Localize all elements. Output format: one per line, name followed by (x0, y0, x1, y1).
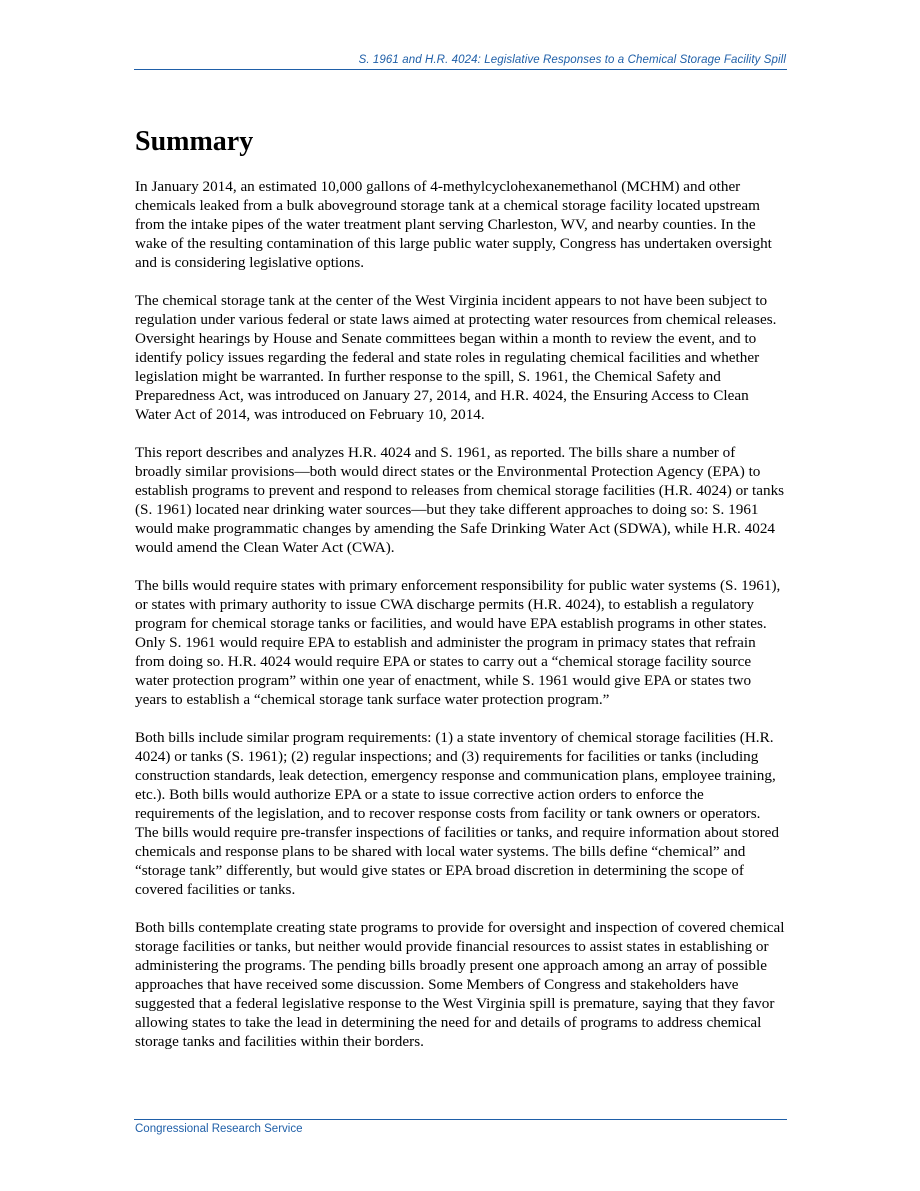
summary-heading: Summary (135, 126, 254, 157)
summary-paragraph: The chemical storage tank at the center of the West Virginia incident appears to not have been subject to regulation under various federal or state laws aimed at protecting water resources from chemical releases. Oversight hearings by House and Senate committees began within a month to review the event, and to identify policy issues regarding the federal and state roles in regulating chemical facilities and whether legislation might be warranted. In further response to the spill, S. 1961, the Chemical Safety and Preparedness Act, was introduced on January 27, 2014, and H.R. 4024, the Ensuring Access to Clean Water Act of 2014, was introduced on February 10, 2014. (135, 292, 777, 423)
summary-paragraph: This report describes and analyzes H.R. 4024 and S. 1961, as reported. The bills share a number of broadly similar provisions—both would direct states or the Environmental Protection Agency (EPA) to establish programs to prevent and respond to releases from chemical storage facilities (H.R. 4024) or tanks (S. 1961) located near drinking water sources—but they take different approaches to doing so: S. 1961 would make programmatic changes by amending the Safe Drinking Water Act (SDWA), while H.R. 4024 would amend the Clean Water Act (CWA). (135, 444, 785, 556)
running-footer (134, 1119, 787, 1135)
running-header-title: S. 1961 and H.R. 4024: Legislative Responses to a Chemical Storage Facility Spill (358, 54, 786, 66)
summary-paragraph: Both bills include similar program requirements: (1) a state inventory of chemical storage facilities (H.R. 4024) or tanks (S. 1961); (2) regular inspections; and (3) requirements for facilities or tanks (including construction standards, leak detection, emergency response and communication plans, employee training, etc.). Both bills would authorize EPA or a state to issue corrective action orders to enforce the requirements of the legislation, and to recover response costs from facility or tank owners or operators. The bills would require pre-transfer inspections of facilities or tanks, and require information about stored chemicals and response plans to be shared with local water systems. The bills define “chemical” and “storage tank” differently, but would give states or EPA broad discretion in determining the scope of covered facilities or tanks. (135, 729, 780, 898)
running-header (134, 54, 787, 70)
summary-body (135, 177, 785, 1070)
summary-paragraph: Both bills contemplate creating state programs to provide for oversight and inspection of covered chemical storage facilities or tanks, but neither would provide financial resources to assist states in establishing or administering the programs. The pending bills broadly present one approach among an array of possible approaches that have received some discussion. Some Members of Congress and stakeholders have suggested that a federal legislative response to the West Virginia spill is premature, saying that they favor allowing states to take the lead in determining the need for and details of programs to address chemical storage tanks and facilities within their borders. (135, 919, 785, 1050)
summary-paragraph: The bills would require states with primary enforcement responsibility for public water systems (S. 1961), or states with primary authority to issue CWA discharge permits (H.R. 4024), to establish a regulatory program for chemical storage tanks or facilities, and would have EPA establish programs in other states. Only S. 1961 would require EPA to establish and administer the program in primacy states that refrain from doing so. H.R. 4024 would require EPA or states to carry out a “chemical storage facility source water protection program” within one year of enactment, while S. 1961 would give EPA or states two years to establish a “chemical storage tank surface water protection program.” (135, 577, 781, 708)
summary-paragraph: In January 2014, an estimated 10,000 gallons of 4-methylcyclohexanemethanol (MCHM) and other chemicals leaked from a bulk aboveground storage tank at a chemical storage facility located upstream from the intake pipes of the water treatment plant serving Charleston, WV, and nearby counties. In the wake of the resulting contamination of this large public water supply, Congress has undertaken oversight and is considering legislative options. (135, 178, 772, 271)
footer-organization: Congressional Research Service (135, 1123, 303, 1135)
